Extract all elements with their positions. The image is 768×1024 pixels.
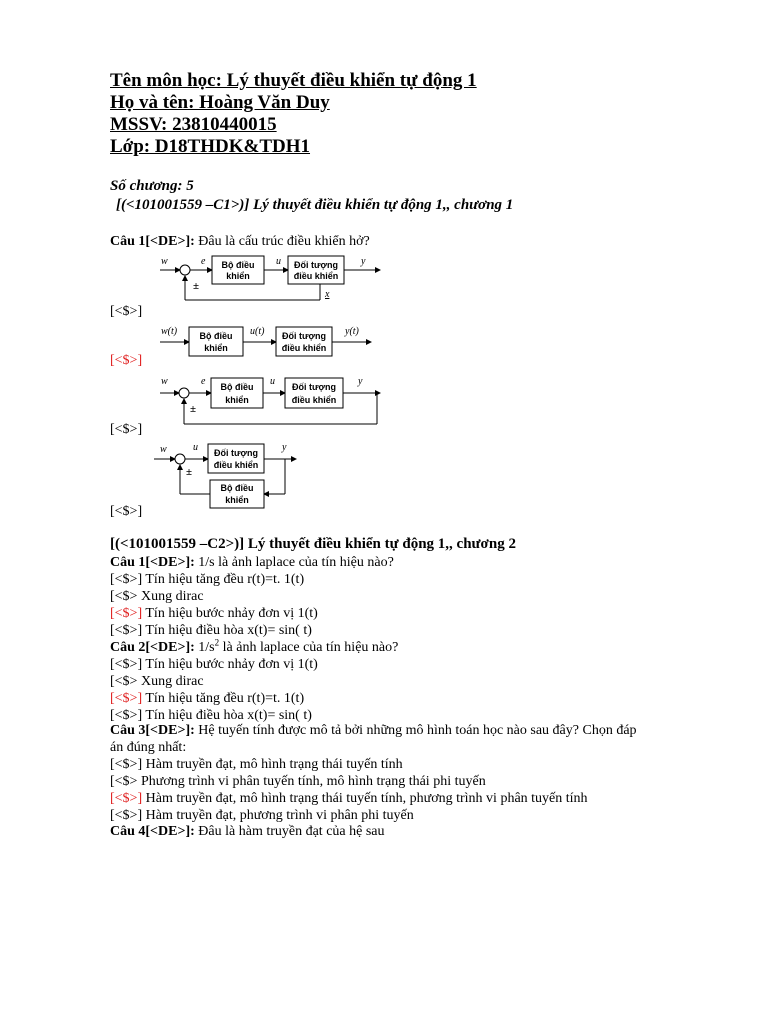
question-text: Đâu là cấu trúc điều khiển hở? — [194, 234, 370, 249]
s2-line-16: [<$>] Hàm truyền đạt, phương trình vi phân phi tuyến — [110, 808, 414, 823]
controller-label-1: Bộ điều — [220, 382, 254, 392]
signal-e: e — [201, 256, 206, 267]
section1-question1 — [110, 233, 370, 250]
signal-e: e — [201, 376, 206, 387]
s2-line-2: [<$>] Tín hiệu tăng đều r(t)=t. 1(t) — [110, 572, 305, 587]
signal-x: x — [325, 289, 330, 300]
s2-line-14: [<$> Phương trình vi phân tuyến tính, mô hình trạng thái phi tuyến — [110, 774, 486, 789]
plant-label-2: điều khiển — [293, 271, 339, 281]
plant-label-1: Đối tượng — [282, 331, 326, 341]
chapters-count: Số chương: 5 — [110, 178, 194, 194]
signal-w: w — [161, 376, 168, 387]
block-diagram-3 — [155, 372, 390, 430]
signal-y: y — [282, 442, 287, 453]
plus-minus-sign: ± — [193, 280, 200, 292]
s2-line-10: [<$>] Tín hiệu điều hòa x(t)= sin( t) — [110, 708, 312, 723]
plant-label-2: điều khiển — [281, 343, 327, 353]
s2-line-1: Câu 1[<DE>]: 1/s là ảnh laplace của tín hiệu nào? — [110, 555, 394, 570]
class-name: Lớp: D18THDK&TDH1 — [110, 136, 311, 157]
plant-label-1: Đối tượng — [214, 448, 258, 458]
plus-minus-sign: ± — [186, 466, 193, 478]
s2-line-11: Câu 3[<DE>]: Hệ tuyến tính được mô tả bởi những mô hình toán học nào sau đây? Chọn đáp — [110, 723, 637, 738]
s2-line-6: Câu 2[<DE>]: $1/s^2$ là ảnh laplace của tín hiệu nào? — [110, 637, 399, 655]
controller-label-1: Bộ điều — [199, 331, 233, 341]
controller-label-1: Bộ điều — [220, 483, 254, 493]
answer-2: [<$>] — [110, 353, 143, 368]
block-diagram-2 — [155, 322, 380, 358]
section1-title: [(<101001559 –C1>)] Lý thuyết điều khiển tự động 1,, chương 1 — [116, 197, 514, 213]
subject-title: Tên môn học: Lý thuyết điều khiển tự động 1 — [110, 70, 477, 91]
plant-label-1: Đối tượng — [294, 260, 338, 270]
s2-line-7: [<$>] Tín hiệu bước nhảy đơn vị 1(t) — [110, 657, 318, 672]
s2-line-13: [<$>] Hàm truyền đạt, mô hình trạng thái tuyến tính — [110, 757, 403, 772]
plus-minus-sign: ± — [190, 403, 197, 415]
answer-1: [<$>] — [110, 304, 143, 319]
signal-w: w — [161, 256, 168, 267]
signal-u: u — [193, 442, 198, 453]
signal-u: u — [270, 376, 275, 387]
signal-wt: w(t) — [161, 326, 178, 337]
plant-label-2: điều khiển — [291, 395, 337, 405]
s2-line-4: [<$>] Tín hiệu bước nhảy đơn vị 1(t) — [110, 606, 318, 621]
signal-y: y — [358, 376, 363, 387]
signal-w: w — [160, 444, 167, 455]
signal-y: y — [361, 256, 366, 267]
controller-label-2: khiển — [225, 395, 249, 405]
answer-4: [<$>] — [110, 504, 143, 519]
summing-junction — [179, 388, 189, 398]
plant-label-2: điều khiển — [213, 460, 259, 470]
student-name: Họ và tên: Hoàng Văn Duy — [110, 92, 330, 113]
signal-ut: u(t) — [250, 326, 265, 337]
block-diagram-1 — [155, 250, 395, 306]
section2-title: [(<101001559 –C2>)] Lý thuyết điều khiển tự động 1,, chương 2 — [110, 536, 516, 552]
summing-junction — [175, 454, 185, 464]
signal-yt: y(t) — [345, 326, 359, 337]
plant-label-1: Đối tượng — [292, 382, 336, 392]
summing-junction — [180, 265, 190, 275]
s2-line-9: [<$>] Tín hiệu tăng đều r(t)=t. 1(t) — [110, 691, 305, 706]
s2-line-17: Câu 4[<DE>]: Đâu là hàm truyền đạt của hệ sau — [110, 824, 385, 839]
controller-label-2: khiển — [225, 495, 249, 505]
answer-3: [<$>] — [110, 422, 143, 437]
block-diagram-4 — [150, 438, 300, 510]
s2-line-12: án đúng nhất: — [110, 740, 187, 755]
s2-line-15: [<$>] Hàm truyền đạt, mô hình trạng thái tuyến tính, phương trình vi phân tuyến tính — [110, 791, 588, 806]
controller-label-2: khiển — [204, 343, 228, 353]
controller-label-2: khiển — [226, 271, 250, 281]
controller-label-1: Bộ điều — [221, 260, 255, 270]
student-id: MSSV: 23810440015 — [110, 114, 277, 135]
question-number: Câu 1[<DE>]: — [110, 234, 195, 249]
s2-line-8: [<$> Xung dirac — [110, 674, 204, 689]
s2-line-3: [<$> Xung dirac — [110, 589, 204, 604]
s2-line-5: [<$>] Tín hiệu điều hòa x(t)= sin( t) — [110, 623, 312, 638]
signal-u: u — [276, 256, 281, 267]
